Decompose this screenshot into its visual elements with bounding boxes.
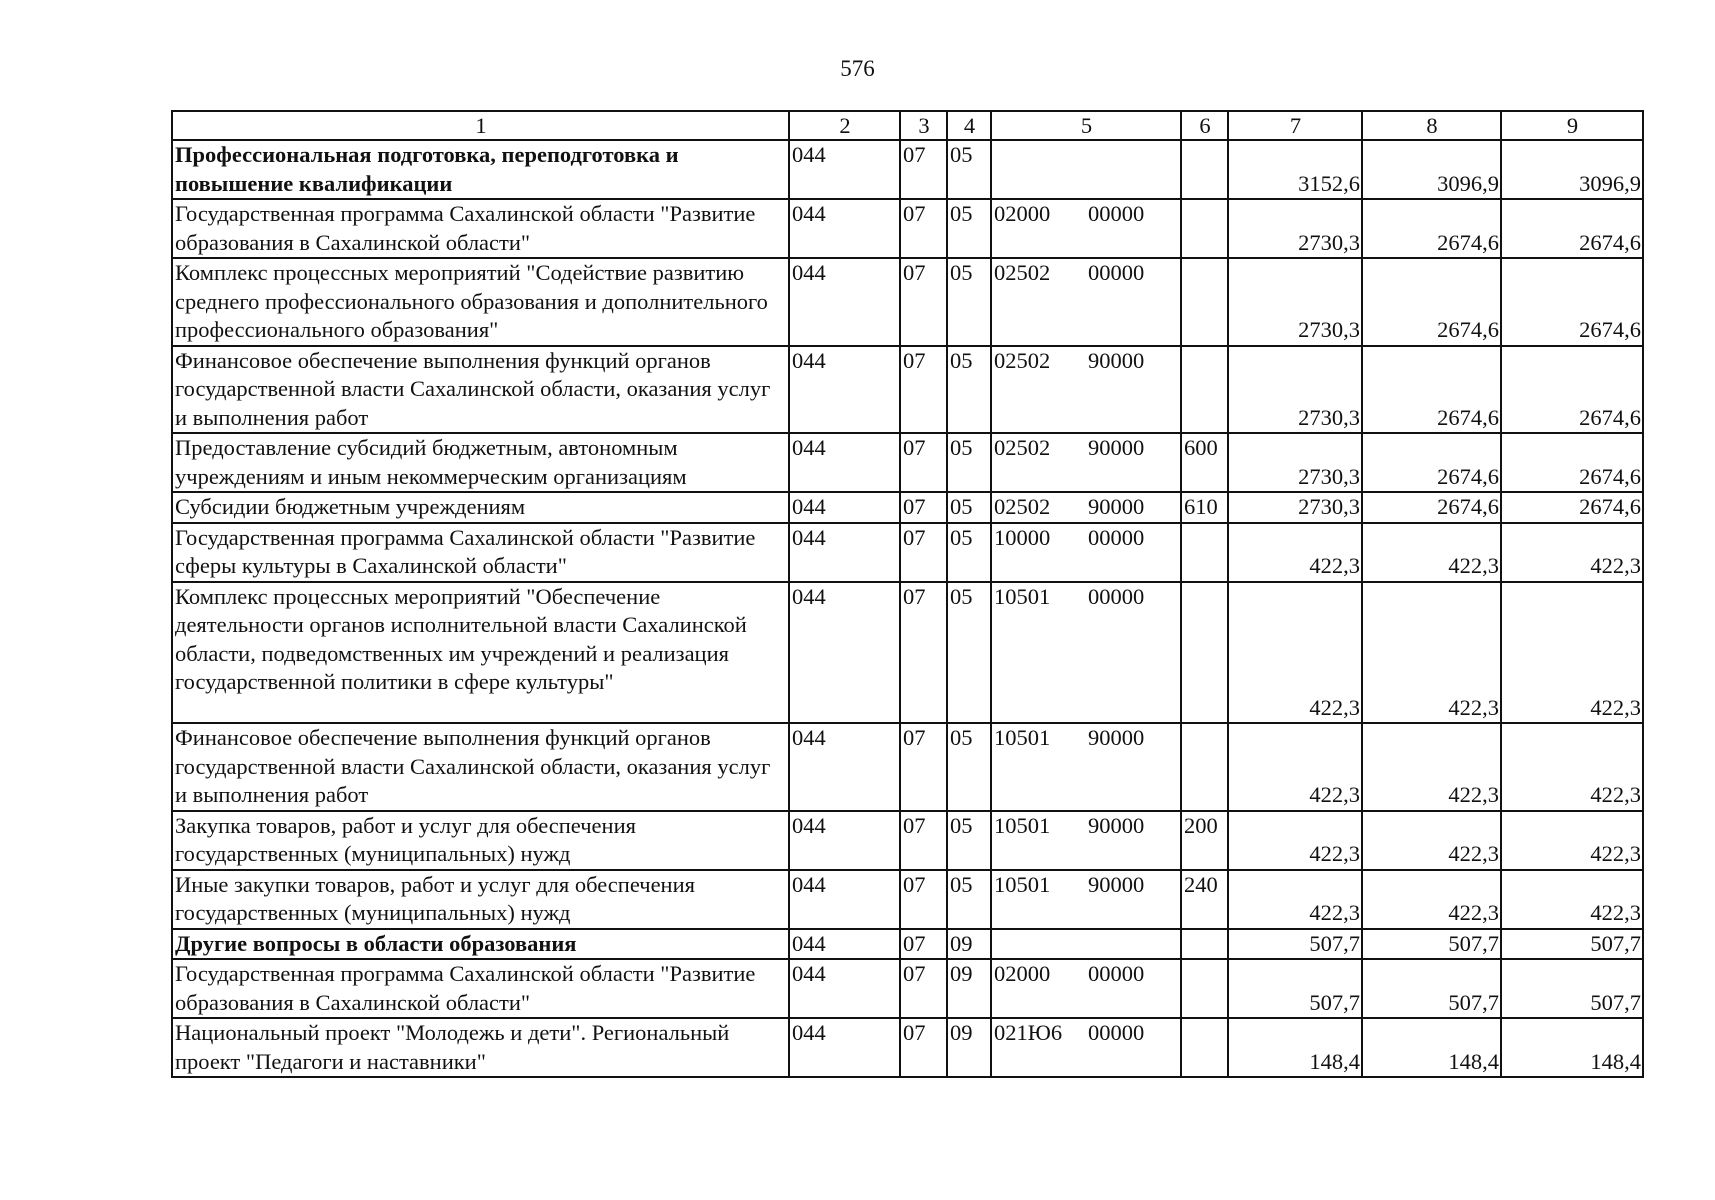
direction-code: 90000 [1088, 725, 1145, 750]
amount-col8: 2674,6 [1362, 199, 1501, 258]
section-code: 07 [900, 582, 947, 724]
column-number: 6 [1181, 111, 1228, 140]
amount-col7: 507,7 [1228, 959, 1362, 1018]
direction-code: 00000 [1088, 260, 1145, 285]
admin-code: 044 [789, 870, 900, 929]
direction-code: 90000 [1088, 347, 1145, 373]
expense-type-code [1181, 929, 1228, 960]
table-row [172, 811, 1643, 870]
table-row [172, 140, 1643, 199]
section-code: 07 [900, 1018, 947, 1077]
expense-type-code [1181, 140, 1228, 199]
amount-col9: 422,3 [1501, 811, 1643, 870]
admin-code: 044 [789, 140, 900, 199]
row-name: Предоставление субсидий бюджетным, автономным учреждениям и иным некоммерческим организациям [172, 433, 789, 492]
section-code: 07 [900, 433, 947, 492]
section-code: 07 [900, 723, 947, 811]
amount-col9: 2674,6 [1501, 346, 1643, 434]
subsection-code: 05 [947, 811, 991, 870]
direction-code: 00000 [1088, 961, 1145, 986]
column-number: 8 [1362, 111, 1501, 140]
table-row [172, 582, 1643, 724]
table-row [172, 258, 1643, 346]
section-code: 07 [900, 523, 947, 582]
amount-col9: 3096,9 [1501, 140, 1643, 199]
subsection-code: 05 [947, 523, 991, 582]
amount-col7: 3152,6 [1228, 140, 1362, 199]
admin-code: 044 [789, 582, 900, 724]
column-number: 1 [172, 111, 789, 140]
program-code: 02502 [994, 347, 1051, 373]
admin-code: 044 [789, 523, 900, 582]
subsection-code: 05 [947, 258, 991, 346]
admin-code: 044 [789, 929, 900, 960]
direction-code: 90000 [1088, 435, 1145, 460]
section-code: 07 [900, 199, 947, 258]
amount-col8: 2674,6 [1362, 258, 1501, 346]
program-code: 02000 [994, 201, 1051, 226]
amount-col7: 422,3 [1228, 523, 1362, 582]
amount-col9: 422,3 [1501, 523, 1643, 582]
table-row [172, 346, 1643, 434]
section-code: 07 [900, 492, 947, 523]
row-name: Государственная программа Сахалинской области "Развитие сферы культуры в Сахалинской области" [172, 523, 789, 582]
amount-col9: 2674,6 [1501, 492, 1643, 523]
subsection-code: 05 [947, 723, 991, 811]
page-number: 576 [840, 56, 875, 81]
subsection-code: 05 [947, 346, 991, 434]
admin-code: 044 [789, 959, 900, 1018]
section-code: 07 [900, 140, 947, 199]
direction-code: 00000 [1088, 1020, 1145, 1045]
expense-type-code [1181, 1018, 1228, 1077]
column-number: 4 [947, 111, 991, 140]
amount-col7: 2730,3 [1228, 492, 1362, 523]
target-article-code [991, 723, 1181, 811]
amount-col8: 422,3 [1362, 523, 1501, 582]
program-code: 02502 [994, 435, 1051, 460]
expense-type-code: 600 [1181, 433, 1228, 492]
expense-type-code [1181, 258, 1228, 346]
subsection-code: 09 [947, 1018, 991, 1077]
target-article-code [991, 582, 1181, 724]
table-row [172, 1018, 1643, 1077]
row-name: Финансовое обеспечение выполнения функций органов государственной власти Сахалинской области, оказания услуг и выполнения работ [172, 723, 789, 811]
amount-col8: 148,4 [1362, 1018, 1501, 1077]
budget-table [171, 110, 1644, 1078]
row-name: Закупка товаров, работ и услуг для обеспечения государственных (муниципальных) нужд [172, 811, 789, 870]
target-article-code [991, 870, 1181, 929]
column-number: 5 [991, 111, 1181, 140]
subsection-code: 05 [947, 492, 991, 523]
admin-code: 044 [789, 492, 900, 523]
amount-col8: 3096,9 [1362, 140, 1501, 199]
amount-col8: 2674,6 [1362, 433, 1501, 492]
amount-col7: 2730,3 [1228, 258, 1362, 346]
program-code: 02000 [994, 961, 1051, 986]
direction-code: 90000 [1088, 494, 1145, 519]
amount-col8: 422,3 [1362, 870, 1501, 929]
row-name: Финансовое обеспечение выполнения функций органов государственной власти Сахалинской области, оказания услуг и выполнения работ [172, 346, 789, 434]
section-code: 07 [900, 811, 947, 870]
amount-col8: 422,3 [1362, 811, 1501, 870]
table-row [172, 523, 1643, 582]
table-row [172, 433, 1643, 492]
admin-code: 044 [789, 346, 900, 434]
amount-col9: 2674,6 [1501, 258, 1643, 346]
amount-col9: 422,3 [1501, 582, 1643, 724]
target-article-code [991, 959, 1181, 1018]
amount-col8: 507,7 [1362, 959, 1501, 1018]
amount-col8: 422,3 [1362, 723, 1501, 811]
direction-code: 00000 [1088, 583, 1145, 609]
direction-code: 00000 [1088, 524, 1145, 550]
program-code: 10501 [994, 725, 1051, 750]
amount-col9: 2674,6 [1501, 433, 1643, 492]
section-code: 07 [900, 929, 947, 960]
subsection-code: 05 [947, 433, 991, 492]
program-code: 10501 [994, 583, 1051, 609]
table-row [172, 199, 1643, 258]
table-row [172, 959, 1643, 1018]
expense-type-code: 200 [1181, 811, 1228, 870]
section-code: 07 [900, 258, 947, 346]
amount-col7: 422,3 [1228, 811, 1362, 870]
section-code: 07 [900, 959, 947, 1018]
program-code: 021Ю6 [994, 1020, 1063, 1045]
amount-col7: 422,3 [1228, 723, 1362, 811]
row-name: Государственная программа Сахалинской области "Развитие образования в Сахалинской области" [172, 199, 789, 258]
amount-col7: 507,7 [1228, 929, 1362, 960]
target-article-code [991, 1018, 1181, 1077]
amount-col7: 2730,3 [1228, 433, 1362, 492]
row-name: Комплекс процессных мероприятий "Обеспечение деятельности органов исполнительной власти Сахалинской области, подведомственных им учреждений и реализация государственной политики в сфере культуры" [172, 582, 789, 724]
program-code: 10501 [994, 812, 1051, 838]
column-number: 3 [900, 111, 947, 140]
expense-type-code [1181, 346, 1228, 434]
direction-code: 90000 [1088, 871, 1145, 897]
row-name: Национальный проект "Молодежь и дети". Региональный проект "Педагоги и наставники" [172, 1018, 789, 1077]
row-name: Комплекс процессных мероприятий "Содействие развитию среднего профессионального образования и дополнительного профессионального образования" [172, 258, 789, 346]
direction-code: 00000 [1088, 201, 1145, 226]
expense-type-code [1181, 582, 1228, 724]
table-row [172, 929, 1643, 960]
subsection-code: 05 [947, 140, 991, 199]
amount-col9: 2674,6 [1501, 199, 1643, 258]
program-code: 02502 [994, 260, 1051, 285]
column-number-row [172, 111, 1643, 140]
amount-col8: 507,7 [1362, 929, 1501, 960]
target-article-code [991, 929, 1181, 960]
target-article-code [991, 258, 1181, 346]
row-name: Субсидии бюджетным учреждениям [172, 492, 789, 523]
admin-code: 044 [789, 199, 900, 258]
admin-code: 044 [789, 258, 900, 346]
amount-col9: 422,3 [1501, 723, 1643, 811]
subsection-code: 09 [947, 929, 991, 960]
amount-col9: 422,3 [1501, 870, 1643, 929]
direction-code: 90000 [1088, 812, 1145, 838]
target-article-code [991, 346, 1181, 434]
column-number: 9 [1501, 111, 1643, 140]
subsection-code: 05 [947, 199, 991, 258]
program-code: 10501 [994, 871, 1051, 897]
table-row [172, 492, 1643, 523]
amount-col9: 507,7 [1501, 959, 1643, 1018]
amount-col8: 2674,6 [1362, 492, 1501, 523]
row-name: Профессиональная подготовка, переподготовка и повышение квалификации [172, 140, 789, 199]
target-article-code [991, 811, 1181, 870]
column-number: 7 [1228, 111, 1362, 140]
subsection-code: 05 [947, 870, 991, 929]
target-article-code [991, 433, 1181, 492]
amount-col7: 2730,3 [1228, 346, 1362, 434]
admin-code: 044 [789, 811, 900, 870]
amount-col8: 2674,6 [1362, 346, 1501, 434]
expense-type-code: 610 [1181, 492, 1228, 523]
target-article-code [991, 492, 1181, 523]
section-code: 07 [900, 870, 947, 929]
target-article-code [991, 199, 1181, 258]
target-article-code [991, 140, 1181, 199]
expense-type-code [1181, 523, 1228, 582]
admin-code: 044 [789, 1018, 900, 1077]
row-name: Другие вопросы в области образования [172, 929, 789, 960]
admin-code: 044 [789, 723, 900, 811]
section-code: 07 [900, 346, 947, 434]
program-code: 10000 [994, 524, 1051, 550]
expense-type-code [1181, 959, 1228, 1018]
expense-type-code [1181, 199, 1228, 258]
amount-col7: 422,3 [1228, 582, 1362, 724]
table-row [172, 870, 1643, 929]
amount-col9: 507,7 [1501, 929, 1643, 960]
amount-col7: 148,4 [1228, 1018, 1362, 1077]
column-number: 2 [789, 111, 900, 140]
amount-col9: 148,4 [1501, 1018, 1643, 1077]
row-name: Государственная программа Сахалинской области "Развитие образования в Сахалинской области" [172, 959, 789, 1018]
row-name: Иные закупки товаров, работ и услуг для обеспечения государственных (муниципальных) нужд [172, 870, 789, 929]
table-row [172, 723, 1643, 811]
subsection-code: 05 [947, 582, 991, 724]
amount-col7: 422,3 [1228, 870, 1362, 929]
subsection-code: 09 [947, 959, 991, 1018]
amount-col7: 2730,3 [1228, 199, 1362, 258]
expense-type-code: 240 [1181, 870, 1228, 929]
program-code: 02502 [994, 494, 1051, 519]
amount-col8: 422,3 [1362, 582, 1501, 724]
target-article-code [991, 523, 1181, 582]
expense-type-code [1181, 723, 1228, 811]
admin-code: 044 [789, 433, 900, 492]
